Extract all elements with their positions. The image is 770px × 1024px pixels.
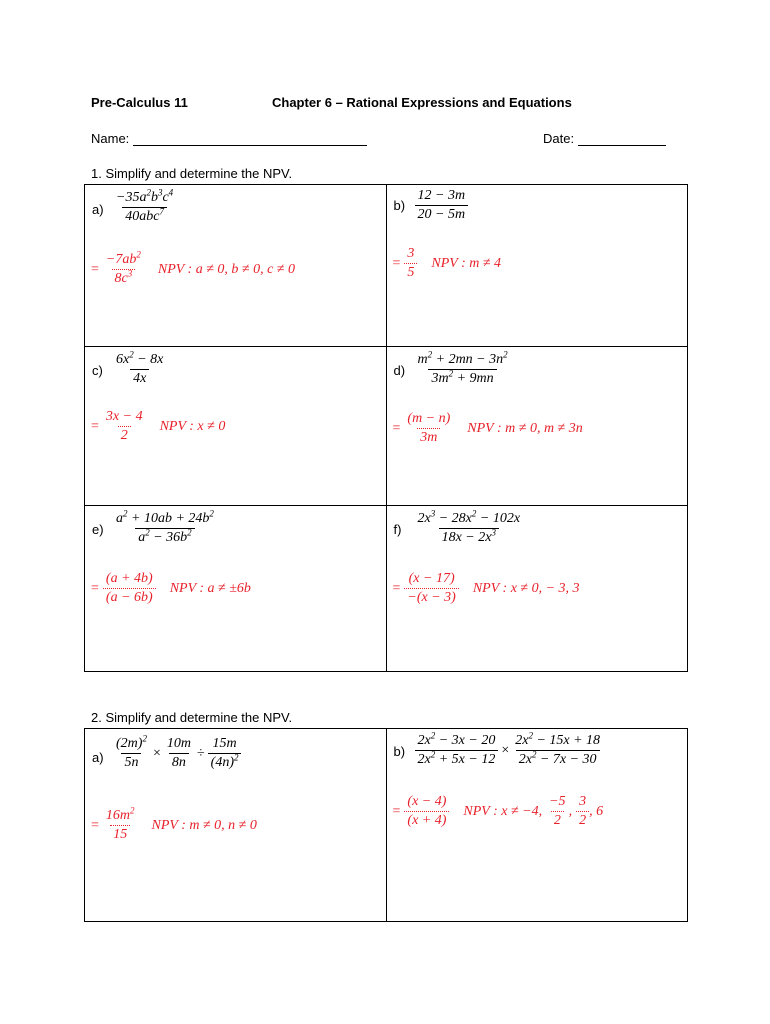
- q1d-label: d): [393, 363, 406, 378]
- q1f-cell: [386, 506, 688, 672]
- q1b-cell: [386, 185, 688, 347]
- q2a-expression: $\frac{(2m)^2}{5n}$ × $\frac{10m}{8n}$ ÷ $\frac{15m}{(4n)^2}$: [113, 735, 241, 772]
- q1e-npv: NPV : a ≠ ±6b: [169, 580, 251, 596]
- q1f-answer: = $\frac{(x - 17)}{-(x - 3)}$ NPV : x ≠ 0, − 3, 3: [392, 571, 580, 605]
- q1b-label: b): [393, 198, 406, 213]
- q2a-npv: NPV : m ≠ 0, n ≠ 0: [151, 817, 257, 833]
- course-title: Pre-Calculus 11: [91, 95, 188, 110]
- q1c-npv: NPV : x ≠ 0: [159, 418, 226, 434]
- name-blank[interactable]: [133, 145, 367, 146]
- q2-grid: [84, 728, 688, 922]
- q1c-label: c): [92, 363, 103, 378]
- q1f-expression: $\frac{2x^3 - 28x^2 - 102x}{18x - 2x^3}$: [417, 508, 521, 545]
- q1e-cell: [85, 506, 387, 672]
- q1b-expression: $\frac{12 - 3m}{20 - 5m}$: [415, 187, 469, 224]
- q1a-npv: NPV : a ≠ 0, b ≠ 0, c ≠ 0: [157, 261, 295, 277]
- q2a-label: a): [92, 750, 104, 765]
- date-label: Date:: [543, 131, 575, 146]
- q1d-answer: = $\frac{(m - n)}{3m}$ NPV : m ≠ 0, m ≠ 3n: [392, 411, 583, 445]
- q1-instruction: 1. Simplify and determine the NPV.: [91, 166, 293, 181]
- chapter-title: Chapter 6 – Rational Expressions and Equations: [272, 95, 572, 110]
- q2a-answer: = $\frac{16m^2}{15}$ NPV : m ≠ 0, n ≠ 0: [91, 805, 257, 842]
- q1a-answer: = $\frac{-7ab^2}{8c^3}$ NPV : a ≠ 0, b ≠ 0, c ≠ 0: [91, 249, 295, 286]
- q1b-npv: NPV : m ≠ 4: [431, 255, 502, 271]
- q2b-npv-prefix: NPV : x ≠ −4,: [463, 803, 543, 819]
- date-blank[interactable]: [578, 145, 666, 146]
- name-label: Name:: [91, 131, 130, 146]
- q1-grid: [84, 184, 688, 672]
- q1f-npv: NPV : x ≠ 0, − 3, 3: [472, 580, 580, 596]
- q1f-label: f): [393, 522, 402, 537]
- q1c-answer: = $\frac{3x - 4}{2}$ NPV : x ≠ 0: [91, 409, 226, 443]
- q1c-cell: [85, 347, 387, 506]
- date-field[interactable]: [543, 131, 666, 146]
- q1c-expression: $\frac{6x^2 - 8x}{4x}$: [116, 349, 164, 386]
- q1a-expression: $\frac{-35a^2b^3c^4}{40abc^7}$: [116, 187, 174, 224]
- q1d-cell: [386, 347, 688, 506]
- q1e-expression: $\frac{a^2 + 10ab + 24b^2}{a^2 - 36b^2}$: [116, 508, 214, 545]
- q1e-label: e): [92, 522, 104, 537]
- q2b-cell: [386, 729, 688, 922]
- q1a-cell: [85, 185, 387, 347]
- q2-instruction: 2. Simplify and determine the NPV.: [91, 710, 293, 725]
- q1e-answer: = $\frac{(a + 4b)}{(a - 6b)}$ NPV : a ≠ ±6b: [91, 571, 251, 605]
- q2b-label: b): [393, 744, 406, 759]
- name-field[interactable]: [91, 131, 367, 146]
- q1b-answer: = $\frac{3}{5}$ NPV : m ≠ 4: [392, 246, 502, 280]
- q1d-npv: NPV : m ≠ 0, m ≠ 3n: [467, 420, 583, 436]
- q2b-answer: = $\frac{(x - 4)}{(x + 4)}$ NPV : x ≠ −4, $\frac{-5}{2}$ , $\frac{3}{2}$ , 6: [392, 794, 604, 828]
- q2b-npv-suffix: , 6: [589, 803, 604, 819]
- q2a-cell: [85, 729, 387, 922]
- q1a-label: a): [92, 202, 104, 217]
- q2b-expression: $\frac{2x^2 - 3x - 20}{2x^2 + 5x - 12}$ × $\frac{2x^2 - 15x + 18}{2x^2 - 7x - 30}$: [415, 732, 604, 769]
- q1d-expression: $\frac{m^2 + 2mn - 3n^2}{3m^2 + 9mn}$: [417, 349, 508, 386]
